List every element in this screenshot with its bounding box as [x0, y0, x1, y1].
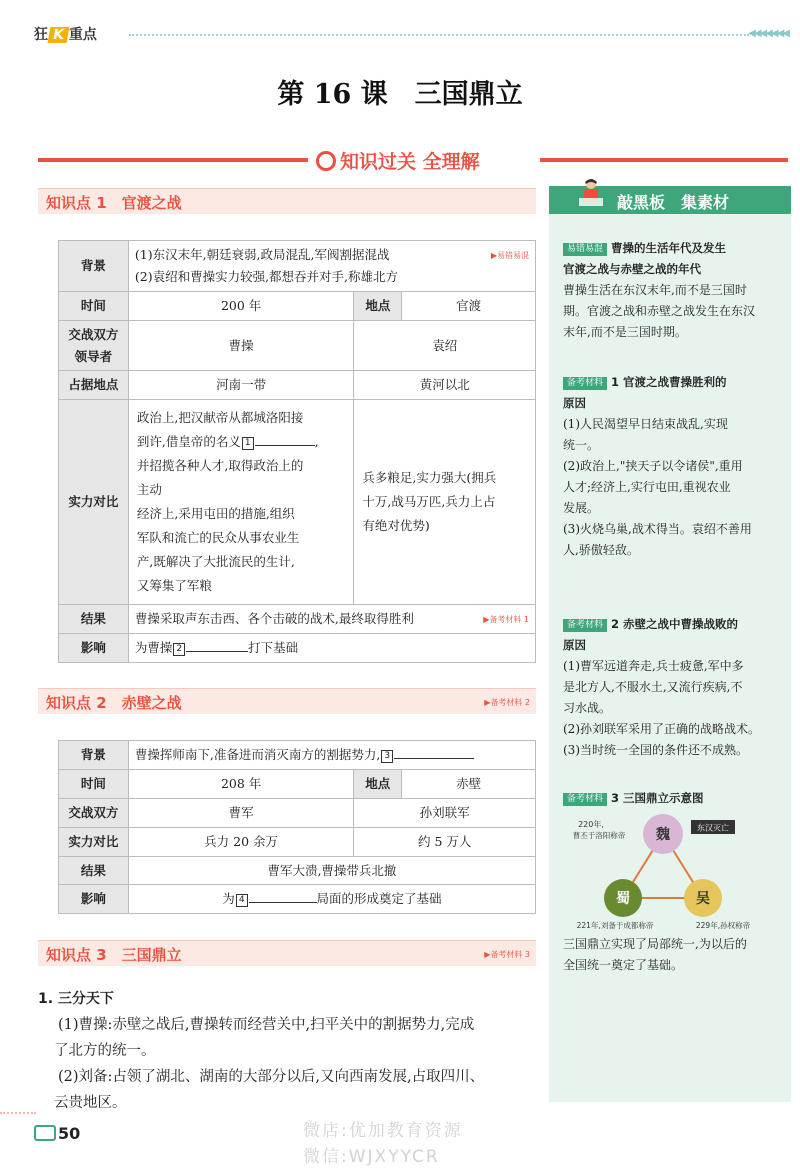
fill-blank[interactable]	[186, 651, 248, 652]
page-number-text: 50	[58, 1124, 81, 1143]
sidebar-text-line: 曹操生活在东汉末年,而不是三国时	[563, 283, 747, 297]
kp3-paragraph-1	[54, 1012, 548, 1064]
cell-header: 实力对比	[59, 400, 129, 605]
cell-impact	[128, 634, 535, 663]
cell-power-b: 约 5 万人	[354, 827, 536, 856]
kp3-ref-tag: ▶备考材料 3	[484, 950, 530, 959]
sidebar-tag: 备考材料	[563, 793, 607, 806]
sidebar-tag: 易错易混	[563, 243, 607, 256]
cell-area-b: 黄河以北	[354, 371, 536, 400]
cell-background	[128, 241, 535, 292]
table-row	[59, 371, 536, 400]
power-a-line: 又筹集了军粮	[136, 578, 212, 594]
cell-time: 208 年	[128, 769, 353, 798]
sidebar-block-title: 1 官渡之战曹操胜利的	[611, 375, 727, 389]
kp3-header	[38, 940, 536, 966]
impact-pre-text: 为	[222, 891, 235, 907]
cell-header: 影响	[59, 634, 129, 663]
cell-header: 时间	[59, 291, 129, 320]
impact-post-text: 打下基础	[248, 640, 299, 656]
power-b-line: 十万,战马万匹,兵力上占	[362, 494, 496, 510]
kp2-table	[58, 740, 536, 914]
cell-result: 曹军大溃,曹操带兵北撤	[128, 856, 535, 885]
sidebar-block-title: 原因	[563, 396, 586, 410]
table-row	[59, 769, 536, 798]
blank-number: 3	[381, 750, 393, 763]
table-row	[59, 856, 536, 885]
sidebar-block-2	[563, 372, 783, 561]
cell-background	[128, 741, 535, 770]
table-row	[59, 741, 536, 770]
table-row	[59, 827, 536, 856]
cell-power-b	[354, 400, 536, 605]
cell-header: 背景	[59, 241, 129, 292]
sides-label-2: 领导者	[74, 348, 113, 364]
wei-label: 魏	[656, 827, 670, 843]
banner-line-left	[38, 158, 308, 162]
sidebar-block-3	[563, 614, 783, 761]
table-row	[59, 241, 536, 292]
sidebar-text-line: (1)曹军远道奔走,兵士疲惫,军中多	[563, 659, 744, 673]
sidebar-title: 敲黑板 集素材	[617, 193, 730, 212]
shu-label: 蜀	[616, 891, 630, 907]
dotted-divider	[129, 34, 749, 36]
cell-power-a	[128, 400, 354, 605]
three-kingdoms-diagram	[563, 812, 785, 932]
teacher-figure-icon	[579, 178, 603, 212]
paragraph-line: 了北方的统一。	[54, 1043, 156, 1059]
cell-side-a: 曹操	[128, 320, 354, 371]
paragraph-line: (1)曹操:赤壁之战后,曹操转而经营关中,扫平关中的割据势力,完成	[58, 1017, 475, 1033]
cell-header: 地点	[354, 291, 402, 320]
sidebar-text-line: (1)人民渴望早日结束战乱,实现	[563, 417, 728, 431]
swirl-icon	[316, 151, 336, 171]
banner-line-right	[540, 158, 788, 162]
table-row	[59, 320, 536, 371]
impact-pre-text: 为曹操	[134, 640, 173, 656]
power-a-line: 经济上,采用屯田的措施,组织	[136, 506, 295, 522]
sidebar-text-line: 人,骄傲轻敌。	[563, 543, 639, 557]
cell-result	[128, 605, 535, 634]
sidebar-block-title: 3 三国鼎立示意图	[611, 791, 704, 805]
sidebar-block-4	[563, 788, 783, 809]
power-a-text: 到许,借皇帝的名义	[136, 434, 241, 450]
power-b-line: 有绝对优势)	[362, 518, 430, 534]
brand-k-text: K	[48, 27, 70, 43]
book-icon	[34, 1125, 56, 1141]
cell-header: 交战双方	[59, 798, 129, 827]
power-a-line: 军队和流亡的民众从事农业生	[136, 530, 300, 546]
ref-tag: ▶备考材料 1	[483, 615, 529, 625]
cell-power-a: 兵力 20 余万	[128, 827, 353, 856]
section-title-text: 知识过关 全理解	[340, 151, 480, 173]
result-text: 曹操采取声东击西、各个击破的战术,最终取得胜利	[134, 611, 414, 627]
sidebar-text-line: (3)当时统一全国的条件还不成熟。	[563, 743, 748, 757]
section-title	[316, 147, 480, 174]
ref-tag: ▶易错易混	[490, 251, 529, 260]
sidebar-block-title: 2 赤壁之战中曹操战败的	[611, 617, 739, 631]
sidebar-block-1	[563, 238, 783, 343]
table-row	[59, 291, 536, 320]
section-banner	[38, 147, 788, 173]
fill-blank[interactable]	[249, 902, 317, 903]
footer-dots	[0, 1112, 36, 1114]
sidebar-text-line: (2)政治上,"挟天子以令诸侯",重用	[563, 459, 743, 473]
sidebar-block-title: 官渡之战与赤壁之战的年代	[563, 262, 701, 276]
watermark-line-2: 微信:WJXYYCR	[303, 1147, 440, 1167]
sidebar-text-line: 末年,而不是三国时期。	[563, 325, 687, 339]
sides-label-1: 交战双方	[68, 326, 119, 342]
sidebar-text-line: 期。官渡之战和赤壁之战发生在东汉	[563, 304, 756, 318]
shu-note: 221年,刘备于成都称帝	[576, 921, 654, 930]
bg-line-1: (1)东汉末年,朝廷衰弱,政局混乱,军阀割据混战	[134, 247, 390, 262]
paragraph-line: 云贵地区。	[54, 1095, 127, 1111]
sidebar-tag: 备考材料	[563, 619, 607, 632]
cell-header: 影响	[59, 885, 129, 914]
top-header	[34, 22, 794, 48]
cell-header: 实力对比	[59, 827, 129, 856]
kp3-subtitle: 1. 三分天下	[38, 991, 114, 1007]
fill-blank[interactable]	[255, 445, 315, 446]
cell-side-a: 曹军	[128, 798, 353, 827]
lesson-title: 第 16 课 三国鼎立	[277, 79, 523, 110]
bg-text: 曹操挥师南下,准备进而消灭南方的割据势力,	[134, 747, 381, 762]
sidebar-text-line: (2)孙刘联军采用了正确的战略战术。	[563, 722, 760, 736]
impact-post-text: 局面的形成奠定了基础	[316, 891, 442, 907]
wu-label: 吴	[696, 891, 710, 907]
power-a-line: 产,既解决了大批流民的生计,	[136, 554, 295, 570]
sidebar-text-line: 三国鼎立实现了局部统一,为以后的	[563, 937, 747, 951]
kp1-title: 知识点 1 官渡之战	[46, 194, 182, 212]
sidebar-text-line: 统一。	[563, 438, 600, 452]
sidebar-block-title: 曹操的生活年代及发生	[611, 241, 727, 255]
power-a-line: 并招揽各种人才,取得政治上的	[136, 458, 304, 474]
brand-right-text: 重点	[68, 27, 97, 43]
table-row	[59, 798, 536, 827]
cell-header: 占据地点	[59, 371, 129, 400]
power-b-line: 兵多粮足,实力强大(拥兵	[362, 470, 497, 486]
cell-impact	[128, 885, 535, 914]
kp1-header	[38, 188, 536, 214]
watermark-line-1: 微店:优加教育资源	[303, 1121, 463, 1141]
power-a-line: 主动	[136, 482, 162, 498]
cell-header: 地点	[354, 769, 402, 798]
page-number	[34, 1124, 80, 1143]
sidebar-header	[549, 186, 791, 214]
sidebar-text-line: 是北方人,不服水土,又流行疾病,不	[563, 680, 743, 694]
arrows-decoration-icon: ◀◀◀◀◀◀◀	[748, 28, 788, 39]
fill-blank[interactable]	[394, 758, 474, 759]
cell-header: 结果	[59, 856, 129, 885]
kp3-paragraph-2	[54, 1064, 548, 1116]
cell-header	[59, 320, 129, 371]
sidebar-text-line: (3)火烧乌巢,战术得当。袁绍不善用	[563, 522, 752, 536]
cell-time: 200 年	[128, 291, 354, 320]
sidebar-text-line: 人才;经济上,实行屯田,重视农业	[563, 480, 731, 494]
table-row	[59, 634, 536, 663]
bg-line-2: (2)袁绍和曹操实力较强,都想吞并对手,称雄北方	[134, 268, 399, 284]
table-row	[59, 885, 536, 914]
cell-header: 时间	[59, 769, 129, 798]
sidebar-block-title: 原因	[563, 638, 586, 652]
kp2-title: 知识点 2 赤壁之战	[46, 694, 182, 712]
power-a-line: 政治上,把汉献帝从都城洛阳接	[136, 410, 304, 426]
blank-number: 2	[173, 643, 185, 656]
han-end-label: 东汉灭亡	[697, 823, 729, 833]
sidebar-text-line: 习水战。	[563, 701, 612, 715]
table-row	[59, 605, 536, 634]
kp3-title: 知识点 3 三国鼎立	[46, 946, 182, 964]
wu-note: 229年,孙权称帝	[695, 921, 751, 930]
kp2-header	[38, 688, 536, 714]
sidebar-text-line: 发展。	[563, 501, 600, 515]
sidebar-tag: 备考材料	[563, 377, 607, 390]
brand-logo	[34, 24, 97, 44]
table-row	[59, 400, 536, 605]
wei-note-year: 220年,	[578, 820, 604, 829]
cell-header: 结果	[59, 605, 129, 634]
cell-place: 赤壁	[402, 769, 536, 798]
cell-place: 官渡	[402, 291, 536, 320]
kp2-ref-tag: ▶备考材料 2	[484, 698, 530, 707]
paragraph-line: (2)刘备:占领了湖北、湖南的大部分以后,又向西南发展,占取四川、	[58, 1069, 485, 1085]
cell-area-a: 河南一带	[128, 371, 354, 400]
blank-number: 4	[236, 894, 248, 907]
kp1-table	[58, 240, 536, 663]
cell-side-b: 孙刘联军	[354, 798, 536, 827]
sidebar-text-line: 全国统一奠定了基础。	[563, 958, 684, 972]
power-a-line: 到许,借皇帝的名义 1 ,	[136, 434, 319, 450]
brand-left-text: 狂	[34, 27, 48, 43]
blank-number: 1	[242, 437, 254, 450]
wei-note-text: 曹丕于洛阳称帝	[572, 831, 626, 840]
sidebar-block-4-text	[563, 934, 783, 976]
cell-side-b: 袁绍	[354, 320, 536, 371]
cell-header: 背景	[59, 741, 129, 770]
